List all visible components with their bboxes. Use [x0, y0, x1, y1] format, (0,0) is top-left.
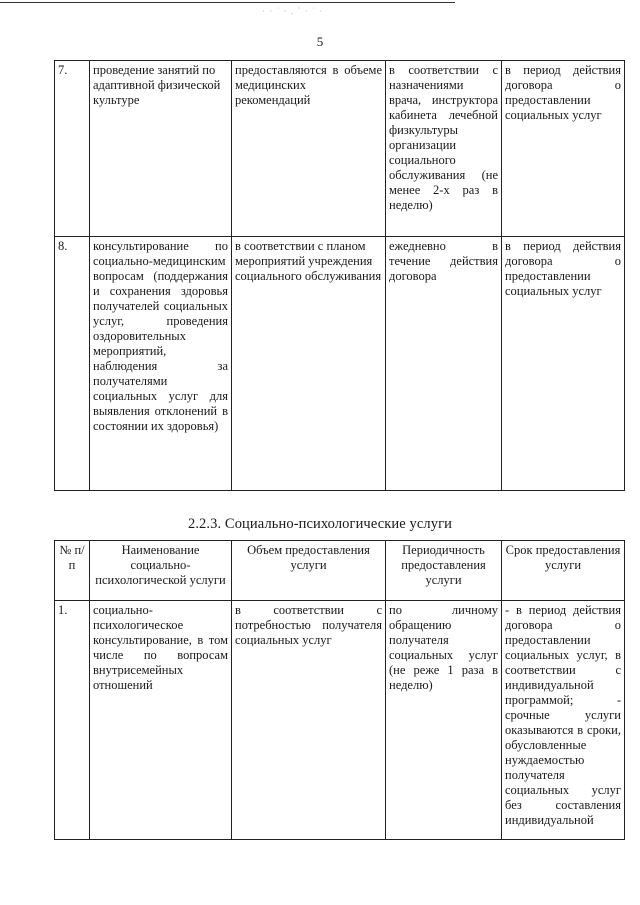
services-table-medical: [54, 60, 625, 491]
service-name: социально-психологическое консультирование, в том числе по вопросам внутрисемейных отношений: [90, 601, 232, 840]
service-term: в период действия договора о предоставлении социальных услуг: [502, 61, 625, 237]
table-row: [55, 601, 625, 840]
service-name: консультирование по социально-медицинским вопросам (поддержания и сохранения здоровья получателей социальных услуг, проведения оздоровительных мероприятий, наблюдения за получателями социальных услуг для выявления отклонений в состоянии их здоровья): [90, 237, 232, 491]
service-volume: предоставляются в объеме медицинских рекомендаций: [232, 61, 386, 237]
header-name: Наименование социально-психологической услуги: [90, 541, 232, 601]
scan-noise: · · ˙ · . ` · ˙ ·: [262, 6, 324, 16]
header-frequency: Периодичность предоставления услуги: [386, 541, 502, 601]
header-term: Срок предоставления услуги: [502, 541, 625, 601]
header-num: № п/п: [55, 541, 90, 601]
section-title: 2.2.3. Социально-психологические услуги: [187, 516, 452, 532]
service-frequency: ежедневно в течение действия договора: [386, 237, 502, 491]
row-number: 1.: [55, 601, 90, 840]
service-volume: в соответствии с планом мероприятий учреждения социального обслуживания: [232, 237, 386, 491]
row-number: 8.: [55, 237, 90, 491]
service-volume: в соответствии с потребностью получателя социальных услуг: [232, 601, 386, 840]
header-volume: Объем предоставления услуги: [232, 541, 386, 601]
service-frequency: по личному обращению получателя социальных услуг (не реже 1 раза в неделю): [386, 601, 502, 840]
service-frequency: в соответствии с назначениями врача, инструктора кабинета лечебной физкультуры организации социального обслуживания (не менее 2-х раз в неделю): [386, 61, 502, 237]
table-row: [55, 237, 625, 491]
services-table-psychological: [54, 540, 625, 840]
service-name: проведение занятий по адаптивной физической культуре: [90, 61, 232, 237]
row-number: 7.: [55, 61, 90, 237]
table-header-row: [55, 541, 625, 601]
table-row: [55, 61, 625, 237]
service-term: в период действия договора о предоставлении социальных услуг: [502, 237, 625, 491]
service-term: - в период действия договора о предоставлении социальных услуг, в соответствии с индивидуальной программой; - срочные услуги оказываются в сроки, обусловленные нуждаемостью получателя социальных услуг без составления индивидуальной: [502, 601, 625, 840]
top-rule: [0, 2, 455, 3]
page-number: 5: [316, 34, 324, 49]
